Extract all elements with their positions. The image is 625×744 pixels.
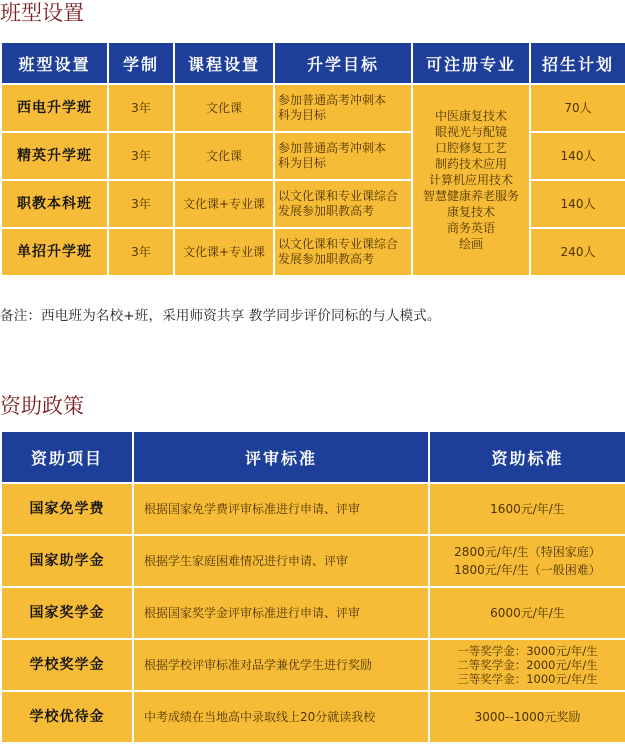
aid-standard [429,483,625,535]
table-row [1,535,625,587]
aid-criteria: 根据学生家庭困难情况进行申请、评审 [133,535,429,587]
header-duration: 学制 [108,42,174,84]
class-goal-line: 以文化课和专业课综合 [278,237,399,251]
class-name: 职教本科班 [1,180,108,228]
class-duration: 3年 [108,180,174,228]
aid-standard [429,587,625,639]
class-goal-line: 科为目标 [278,156,327,170]
aid-standard [429,535,625,587]
major-item: 中医康复技术 [434,109,507,123]
table-header-row [1,42,625,84]
class-name: 西电升学班 [1,84,108,132]
table-row [1,691,625,743]
class-goal [274,180,412,228]
section-title-class-setup: 班型设置 [0,1,84,25]
header-majors: 可注册专业 [412,42,530,84]
major-item: 商务英语 [446,221,495,235]
class-goal-line: 以文化课和专业课综合 [278,189,399,203]
header-class-type: 班型设置 [1,42,108,84]
major-item: 制药技术应用 [434,157,507,171]
header-courses: 课程设置 [174,42,274,84]
class-setup-table [0,41,625,277]
header-aid-item: 资助项目 [1,431,133,483]
table-header-row [1,431,625,483]
table-row [1,84,625,132]
major-item: 眼视光与配镜 [434,125,507,139]
class-name: 单招升学班 [1,228,108,276]
class-goal-line: 参加普通高考冲刺本 [278,93,387,107]
major-item: 绘画 [458,237,483,251]
aid-standard-line: 1800元/年/生（一般困难） [454,563,601,577]
major-item: 计算机应用技术 [428,173,513,187]
class-duration: 3年 [108,228,174,276]
class-plan: 140人 [530,132,625,180]
aid-standard-line: 3000--1000元奖励 [474,709,581,724]
aid-name: 国家奖学金 [1,587,133,639]
aid-name: 学校优待金 [1,691,133,743]
aid-standard-line: 6000元/年/生 [490,605,565,620]
class-plan: 70人 [530,84,625,132]
class-plan: 240人 [530,228,625,276]
class-setup-note: 备注：西电班为名校+班，采用师资共享 教学同步评价同标的与人模式。 [0,308,441,324]
table-row [1,639,625,691]
majors-list [412,84,530,276]
header-criteria: 评审标准 [133,431,429,483]
header-plan: 招生计划 [530,42,625,84]
aid-name: 国家助学金 [1,535,133,587]
class-goal-line: 科为目标 [278,108,327,122]
aid-standard [429,639,625,691]
class-goal-line: 发展参加职教高考 [278,204,375,218]
table-row [1,132,625,180]
aid-standard-line: 1600元/年/生 [490,501,565,516]
class-plan: 140人 [530,180,625,228]
aid-standard-line: 二等奖学金：2000元/年/生 [457,658,598,672]
class-courses: 文化课+专业课 [174,180,274,228]
major-item: 智慧健康养老服务 [422,189,519,203]
aid-standard-line: 一等奖学金：3000元/年/生 [457,644,598,658]
section-title-financial-aid: 资助政策 [0,394,84,418]
class-courses: 文化课+专业课 [174,228,274,276]
aid-criteria: 中考成绩在当地高中录取线上20分就读我校 [133,691,429,743]
class-goal-line: 发展参加职教高考 [278,252,375,266]
table-row [1,180,625,228]
class-goal [274,228,412,276]
header-standard: 资助标准 [429,431,625,483]
aid-criteria: 根据国家免学费评审标准进行申请、评审 [133,483,429,535]
class-goal [274,132,412,180]
aid-standard-line: 2800元/年/生（特困家庭） [454,545,601,559]
major-item: 口腔修复工艺 [434,141,507,155]
class-duration: 3年 [108,84,174,132]
class-courses: 文化课 [174,132,274,180]
aid-criteria: 根据学校评审标准对品学兼优学生进行奖励 [133,639,429,691]
aid-name: 国家免学费 [1,483,133,535]
class-courses: 文化课 [174,84,274,132]
class-goal [274,84,412,132]
class-name: 精英升学班 [1,132,108,180]
aid-standard [429,691,625,743]
class-goal-line: 参加普通高考冲刺本 [278,141,387,155]
major-item: 康复技术 [446,205,495,219]
table-row [1,228,625,276]
header-goal: 升学目标 [274,42,412,84]
table-row [1,483,625,535]
aid-standard-line: 三等奖学金：1000元/年/生 [457,672,598,686]
aid-criteria: 根据国家奖学金评审标准进行申请、评审 [133,587,429,639]
class-duration: 3年 [108,132,174,180]
financial-aid-table [0,430,625,744]
table-row [1,587,625,639]
aid-name: 学校奖学金 [1,639,133,691]
